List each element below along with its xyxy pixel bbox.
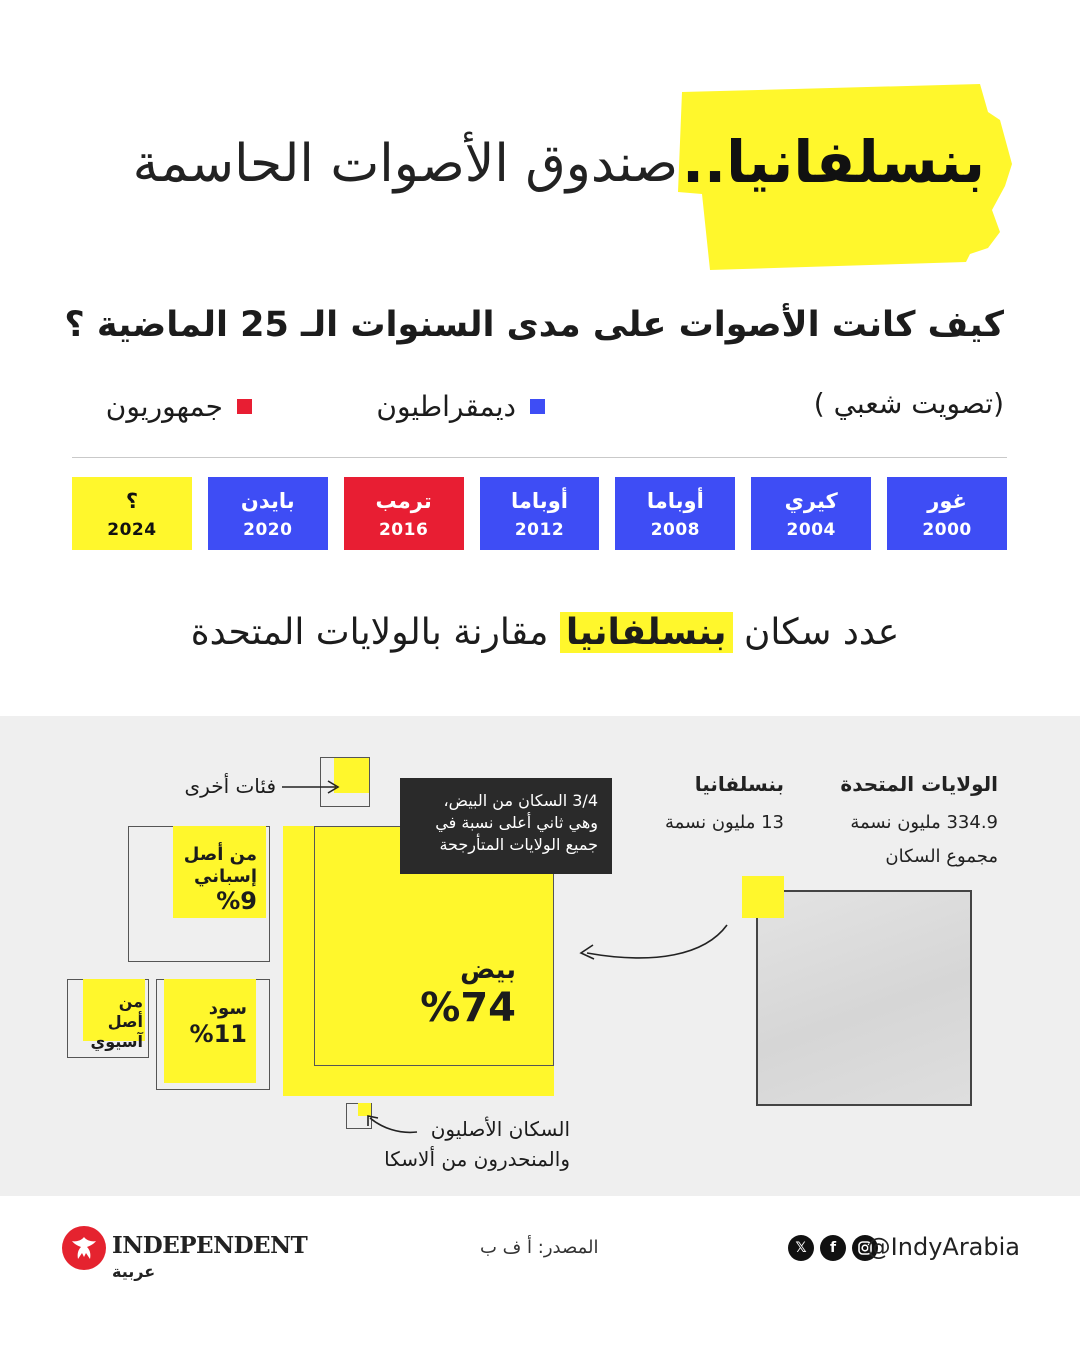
us-name: الولايات المتحدة [840,772,998,796]
timeline-item-2004 [751,477,871,550]
legend-republicans-label: جمهوريون [105,390,223,423]
social-icons [788,1235,878,1261]
white-label: بيض [460,955,516,985]
hispanic-value: %9 [216,887,257,915]
asian-label: من أصل آسيوي [90,992,143,1051]
pa-population: 13 مليون نسمة [664,812,784,833]
candidate-name: غور [927,488,967,513]
population-title-prefix: عدد سكان [743,612,900,653]
page-title: صندوق الأصوات الحاسمة [132,134,678,194]
candidate-name: كيري [784,488,838,513]
population-title [0,612,1080,653]
title-state-name: بنسلفانيا.. [682,128,985,196]
native-label-line-1: السكان الأصليون [430,1117,570,1141]
us-population-caption: مجموع السكان [885,846,998,867]
hispanic-label: من أصل إسباني [183,844,257,887]
independent-eagle-logo-icon [62,1226,106,1270]
white-note: 3/4 السكان من البيض، وهي ثاني أعلى نسبة في جميع الولايات المتأرجحة [400,778,612,874]
eagle-icon [69,1233,99,1263]
source-text: المصدر: أ ف ب [480,1237,599,1258]
election-year: 2020 [243,519,293,540]
election-year: 2012 [514,519,565,540]
republican-swatch-icon [237,399,252,414]
legend-democrats [376,390,545,423]
social-handle[interactable]: @IndyArabia [866,1233,1020,1261]
population-title-highlight: بنسلفانيا [560,612,733,653]
us-population-square [756,890,972,1106]
arrow-icon [575,915,740,975]
votes-subtitle: كيف كانت الأصوات على مدى السنوات الـ 25 الماضية ؟ [64,305,1004,345]
arrow-icon [280,777,342,797]
candidate-name: أوباما [511,488,568,513]
black-label: سود [208,998,247,1019]
timeline-item-2008 [615,477,735,550]
candidate-name: أوباما [646,488,704,513]
candidate-name: ؟ [125,488,138,513]
other-label: فئات أخرى [184,774,276,798]
native-label [384,1114,570,1174]
election-year: 2004 [786,519,836,540]
us-population: 334.9 مليون نسمة [850,812,998,833]
independent-logo-text: INDEPENDENT [112,1232,308,1259]
timeline-item-2024 [72,477,192,550]
election-year: 2016 [378,519,429,540]
divider [72,457,1007,458]
pa-name: بنسلفانيا [694,772,784,796]
legend-republicans [106,390,252,423]
timeline-item-2012 [480,477,600,550]
population-title-suffix: مقارنة بالولايات المتحدة [190,612,549,653]
democrat-swatch-icon [530,399,545,414]
candidate-name: ترمب [375,488,432,513]
independent-logo-arabic: عربية [112,1262,156,1281]
legend-popular-vote: (تصويت شعبي ) [813,387,1004,420]
election-year: 2000 [922,519,972,540]
election-timeline [72,477,1007,550]
x-icon[interactable]: 𝕏 [788,1235,814,1261]
candidate-name: بايدن [240,488,295,513]
white-value: %74 [420,985,516,1031]
election-year: 2008 [650,519,701,540]
election-year: 2024 [107,519,157,540]
black-value: %11 [189,1020,247,1048]
facebook-icon[interactable]: f [820,1235,846,1261]
timeline-item-2000 [887,477,1007,550]
native-label-line-2: والمنحدرون من ألاسكا [384,1147,570,1171]
timeline-item-2016 [344,477,464,550]
timeline-item-2020 [208,477,328,550]
pa-population-square [742,876,784,918]
legend-democrats-label: ديمقراطيون [376,390,516,423]
